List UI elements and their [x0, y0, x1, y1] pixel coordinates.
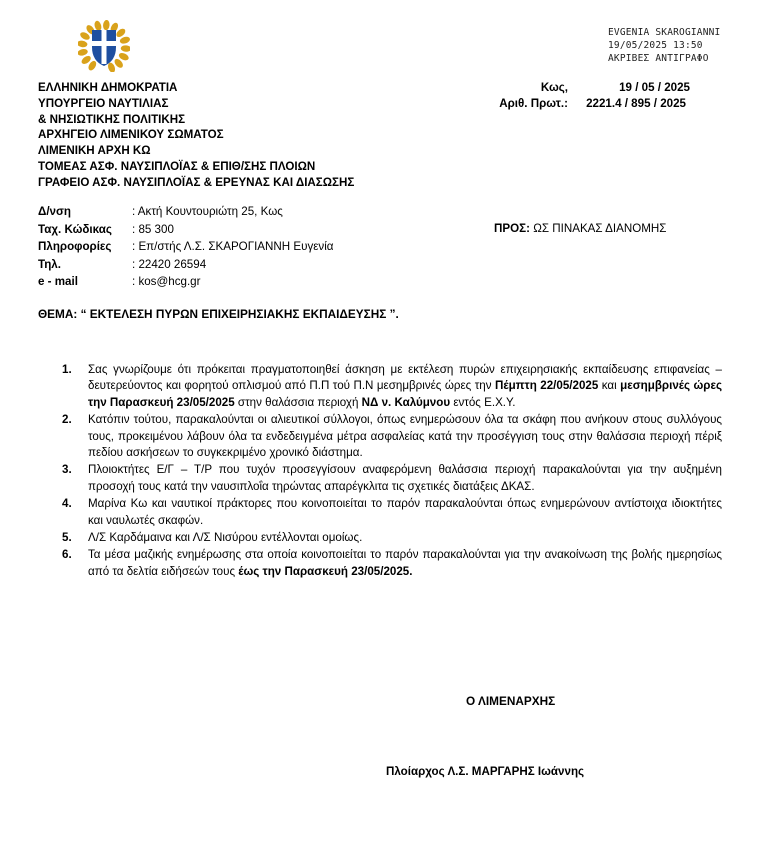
document-reference: [480, 80, 690, 112]
contact-row: [38, 221, 334, 239]
item-text-run: εντός Ε.Χ.Υ.: [450, 395, 516, 409]
header-line: ΓΡΑΦΕΙΟ ΑΣΦ. ΝΑΥΣΙΠΛΟΪΑΣ & ΕΡΕΥΝΑΣ ΚΑΙ ΔΙΑΣΩΣΗΣ: [38, 175, 355, 189]
item-number: 4.: [62, 497, 72, 511]
subject-line: ΘΕΜΑ: “ ΕΚΤΕΛΕΣΗ ΠΥΡΩΝ ΕΠΙΧΕΙΡΗΣΙΑΚΗΣ ΕΚΠΑΙΔΕΥΣΗΣ ”.: [38, 307, 399, 321]
recipient-label: ΠΡΟΣ:: [494, 222, 530, 235]
digital-signature-stamp: [608, 26, 720, 65]
header-line: ΑΡΧΗΓΕΙΟ ΛΙΜΕΝΙΚΟΥ ΣΩΜΑΤΟΣ: [38, 128, 224, 142]
contact-value: : kos@hcg.gr: [132, 275, 201, 289]
item-number: 6.: [62, 548, 72, 562]
item-number: 5.: [62, 531, 72, 545]
list-item: [58, 362, 722, 411]
item-text-run: Σας γνωρίζουμε ότι πρόκειται πραγματοποιηθεί άσκηση με εκτέλεση πυρών επιχειρησιακής εκπαίδευσης επιφανείας – δευτερεύοντος και φορητού οπλισμού από Π.Π τού Π.Ν μεσημβρινές ώρες την: [88, 363, 722, 393]
item-text-bold: ΝΔ ν. Καλύμνου: [361, 395, 451, 409]
item-number: 1.: [62, 363, 72, 376]
recipient: [494, 222, 666, 235]
contact-label: Δ/νση: [38, 205, 72, 218]
contact-label: e - mail: [38, 275, 78, 289]
item-number: 3.: [62, 463, 72, 477]
item-number: 2.: [62, 413, 72, 427]
item-text: [88, 362, 722, 411]
signer-name: Πλοίαρχος Λ.Σ. ΜΑΡΓΑΡΗΣ Ιωάννης: [386, 765, 585, 778]
contact-label: Τηλ.: [38, 257, 61, 271]
item-text-run: Τα μέσα μαζικής ενημέρωσης στα οποία κοινοποιείται το παρόν παρακαλούνται για την ανακοίνωση της βολής ημερησίως από τα δελτία ειδήσεών τους: [88, 548, 722, 578]
numbered-items: [58, 362, 722, 581]
document-date: 19 / 05 / 2025: [619, 81, 690, 94]
list-item: [58, 412, 722, 461]
contact-value: : Επ/στής Λ.Σ. ΣΚΑΡΟΓΙΑΝΝΗ Ευγενία: [132, 240, 334, 254]
contact-value: : 85 300: [132, 222, 174, 236]
header-line: & ΝΗΣΙΩΤΙΚΗΣ ΠΟΛΙΤΙΚΗΣ: [38, 112, 186, 126]
signature-name: EVGENIA SKAROGIANNI: [608, 27, 721, 38]
recipient-value: ΩΣ ΠΙΝΑΚΑΣ ΔΙΑΝΟΜΗΣ: [533, 222, 667, 235]
item-text: [88, 547, 722, 580]
item-text-bold: μεσημβρινές ώρες την Παρασκευή 23/05/2025: [88, 379, 722, 409]
contact-row: [38, 273, 334, 291]
header-line: ΕΛΛΗΝΙΚΗ ΔΗΜΟΚΡΑΤΙΑ: [38, 81, 178, 94]
item-text-run: Μαρίνα Κω και ναυτικοί πράκτορες που κοινοποιείται το παρόν παρακαλούνται όπως ενημερώνουν αντίστοιχα ιδιοκτήτες και ναυλωτές σκαφών.: [88, 497, 722, 527]
contact-details: [38, 203, 334, 291]
contact-row: [38, 203, 334, 221]
signature-datetime: 19/05/2025 13:50: [608, 40, 703, 51]
header-line: ΥΠΟΥΡΓΕΙΟ ΝΑΥΤΙΛΙΑΣ: [38, 96, 169, 110]
contact-row: [38, 238, 334, 256]
signature-certification: ΑΚΡΙΒΕΣ ΑΝΤΙΓΡΑΦΟ: [608, 53, 709, 64]
contact-label: Πληροφορίες: [38, 240, 112, 254]
issuer-header: [38, 80, 354, 191]
list-item: [58, 547, 722, 580]
header-line: ΛΙΜΕΝΙΚΗ ΑΡΧΗ ΚΩ: [38, 144, 151, 158]
list-item: [58, 530, 722, 546]
item-text-run: και: [598, 379, 621, 393]
item-text-run: Κατόπιν τούτου, παρακαλούνται οι αλιευτικοί σύλλογοι, όπως ενημερώσουν όλα τα σκάφη που ανήκουν στους συλλόγους τους, προκειμένου λάβουν όλα τα ενδεδειγμένα μέτρα ασφαλείας κατά την προσέγγιση τους στην θαλάσσια περιοχή πέριξ πεδίου ασκήσεων το συγκεκριμένο χρονικό διάστημα.: [88, 413, 722, 460]
list-item: [58, 496, 722, 529]
item-text-bold: έως την Παρασκευή 23/05/2025.: [238, 564, 413, 578]
contact-label: Ταχ. Κώδικας: [38, 222, 112, 236]
closing-title: Ο ΛΙΜΕΝΑΡΧΗΣ: [466, 694, 556, 708]
item-text: [88, 530, 722, 546]
item-text-run: Λ/Σ Καρδάμαινα και Λ/Σ Νισύρου εντέλλονται ομοίως.: [88, 531, 363, 545]
item-text: [88, 412, 722, 461]
item-text-run: στην θαλάσσια περιοχή: [234, 395, 362, 409]
header-line: ΤΟΜΕΑΣ ΑΣΦ. ΝΑΥΣΙΠΛΟΪΑΣ & ΕΠΙΘ/ΣΗΣ ΠΛΟΙΩΝ: [38, 159, 316, 173]
item-text-run: Πλοιοκτήτες Ε/Γ – Τ/Ρ που τυχόν προσεγγίσουν αναφερόμενη θαλάσσια περιοχή παρακαλούνται για την αυξημένη προσοχή τους κατά την ναυσιπλοΐα τηρώντας απαρέγκλιτα τις σχετικές διατάξεις ΔΚΑΣ.: [88, 463, 722, 493]
item-text: [88, 462, 722, 495]
contact-value: : 22420 26594: [132, 257, 207, 271]
place-label: Κως,: [540, 81, 568, 94]
contact-value: : Ακτή Κουντουριώτη 25, Κως: [132, 205, 283, 218]
item-text-bold: Πέμπτη 22/05/2025: [494, 379, 599, 393]
contact-row: [38, 256, 334, 274]
protocol-label: Αριθ. Πρωτ.:: [499, 97, 568, 110]
greek-coat-of-arms-icon: [78, 20, 130, 72]
item-text: [88, 496, 722, 529]
protocol-number: 2221.4 / 895 / 2025: [586, 97, 686, 110]
list-item: [58, 462, 722, 495]
